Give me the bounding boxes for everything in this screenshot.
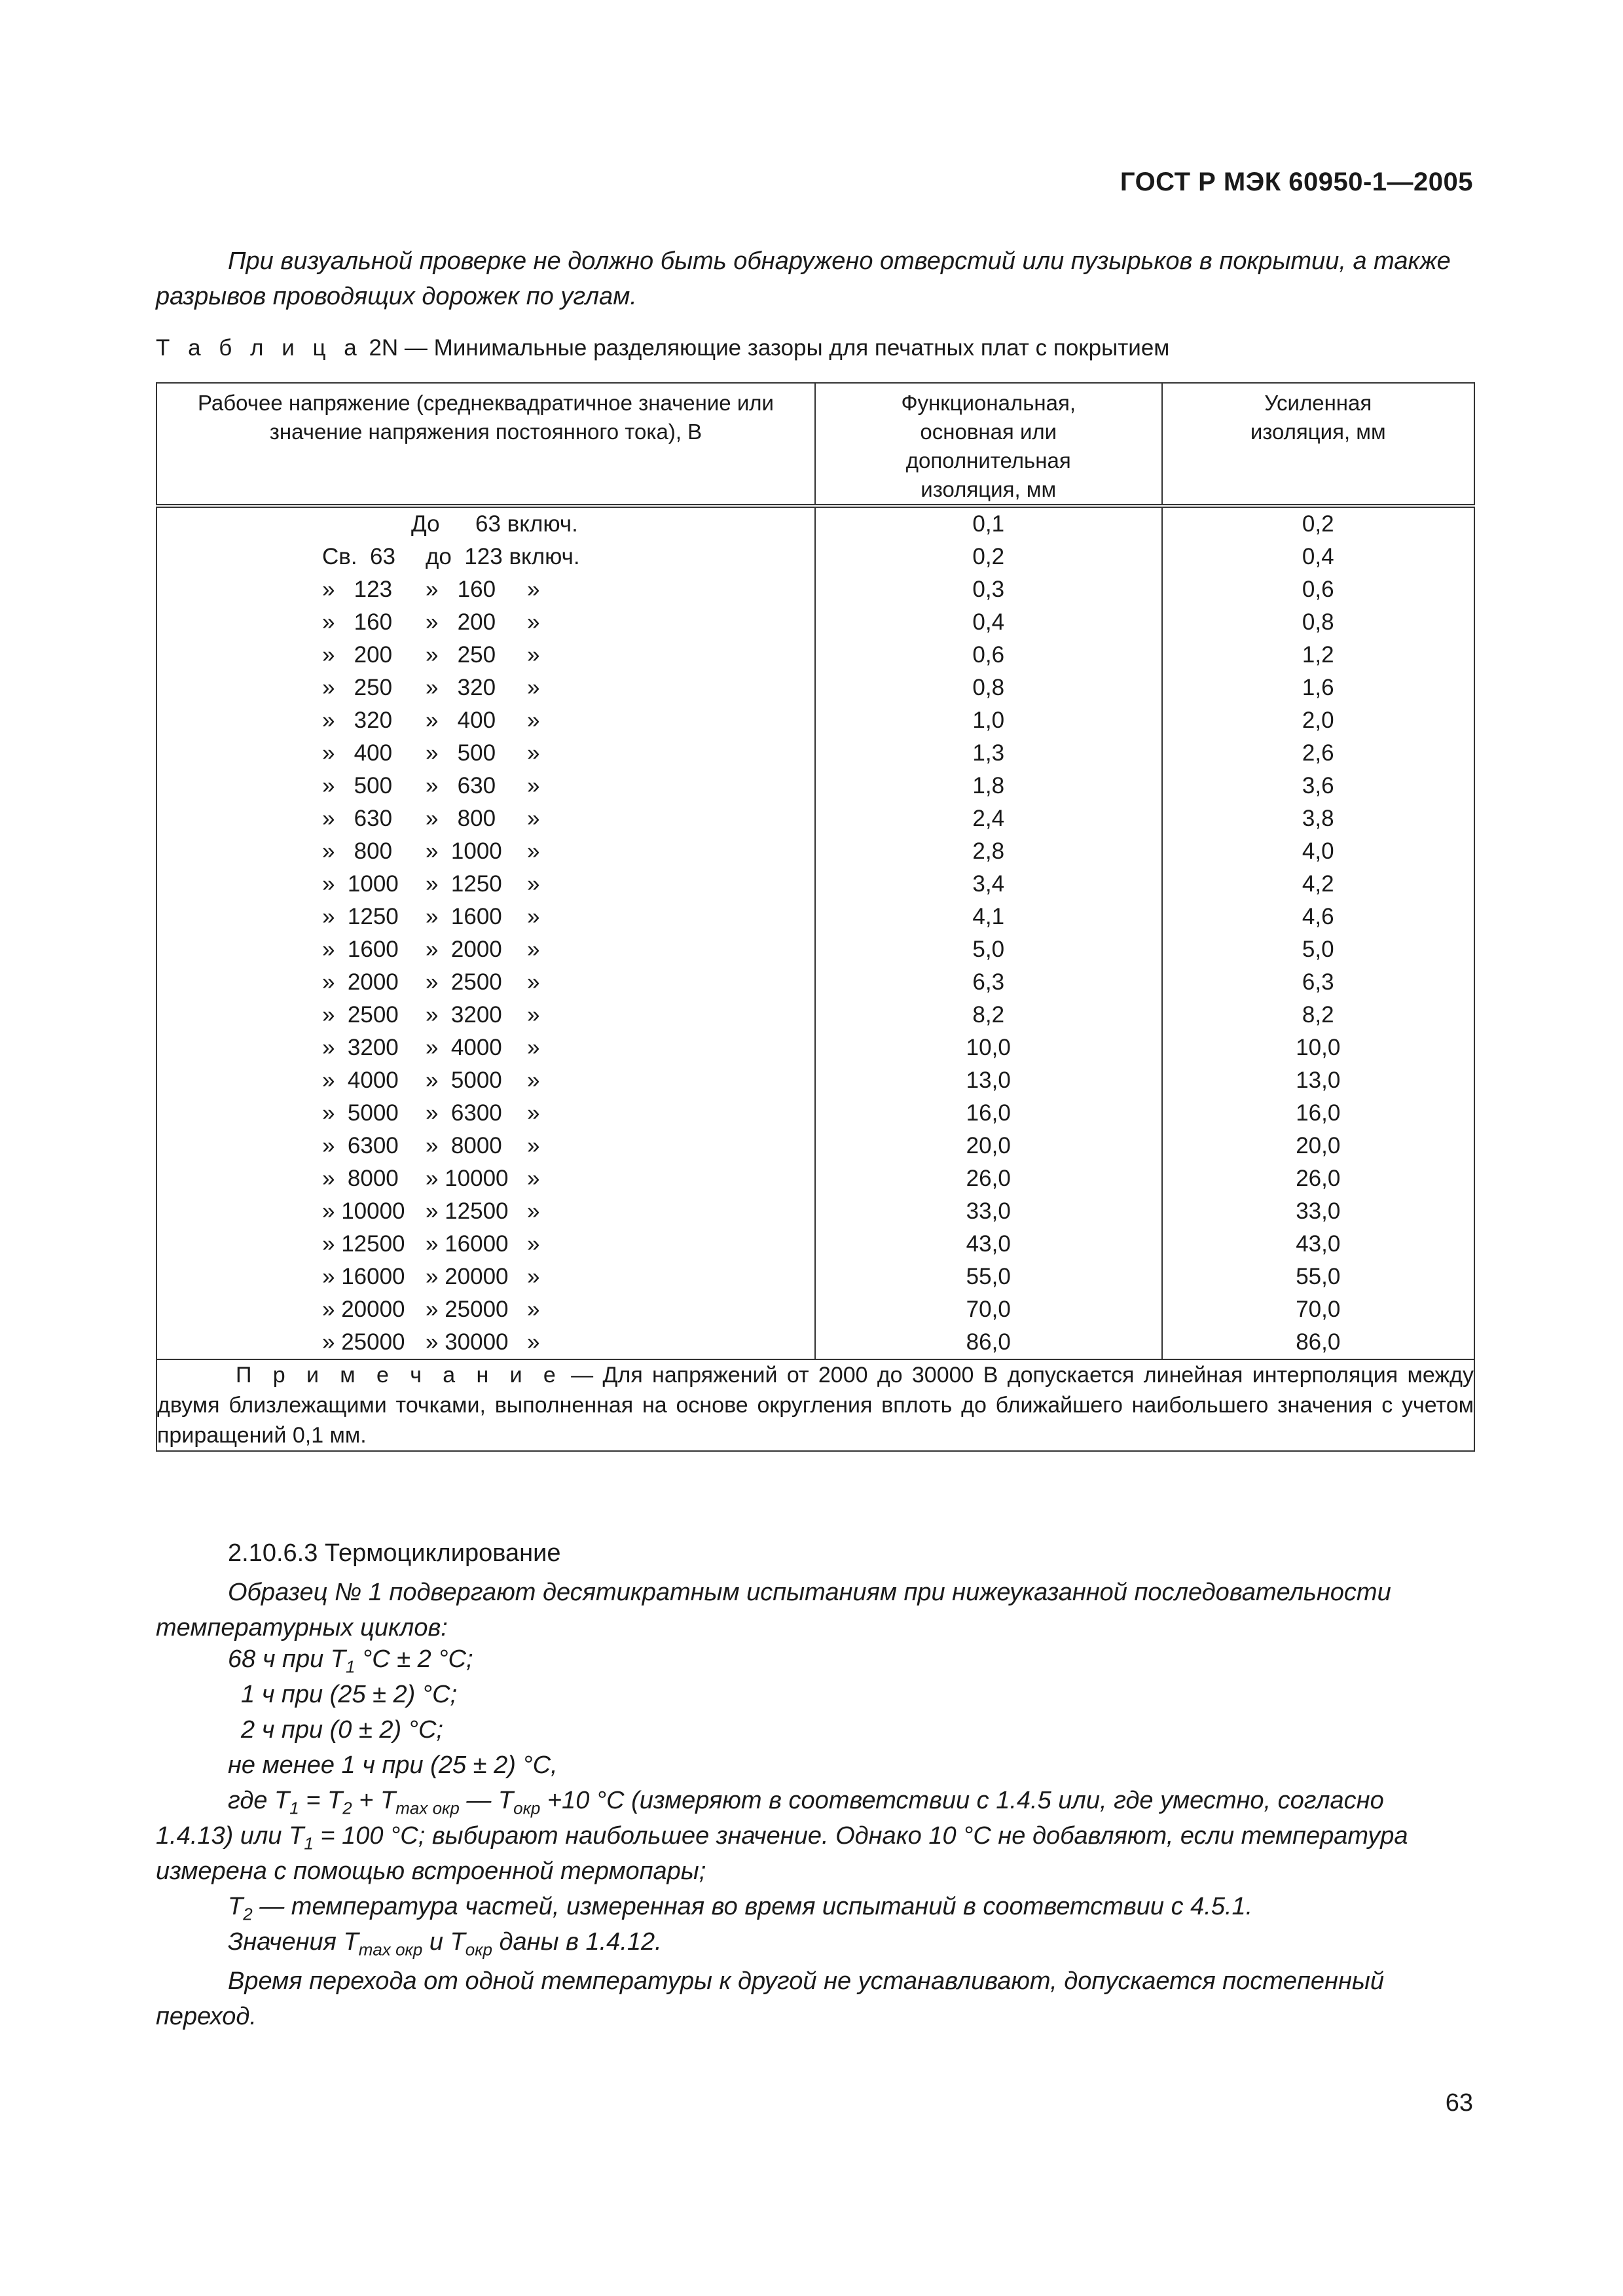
voltage-range [157,639,814,672]
reinforced-clearance-value: 26,0 [1296,1166,1341,1191]
intro-paragraph: При визуальной проверке не должно быть обнаружено отверстий или пузырьков в покрытии, а также разрывов проводящих дорожек по углам. [156,247,1451,310]
voltage-part-c: » [527,1166,540,1191]
reinforced-clearance-value: 70,0 [1296,1297,1341,1322]
t2b: 2 [243,1904,253,1924]
transition-paragraph: Время перехода от одной температуры к другой не устанавливают, допускается постепенный переход. [156,1967,1384,2030]
voltage-part-c: » [527,969,540,995]
f1d: 2 [342,1798,352,1818]
voltage-part-b: » 6300 [426,1100,502,1126]
basic-clearance-value: 0,6 [972,642,1005,668]
voltage-range [157,1195,814,1228]
reinforced-clearance-value: 0,4 [1302,544,1334,569]
voltage-range [157,802,814,835]
reinforced-clearance-value: 0,6 [1302,577,1334,602]
reinforced-clearance-value: 13,0 [1296,1067,1341,1093]
voltage-part-b: » 20000 [426,1264,509,1289]
f1i: +10 °С (измеряют в соответствии с 1.4.5 или, где уместно, согласно [540,1787,1384,1814]
f1e: + T [352,1787,396,1814]
table-caption-text: 2N — Минимальные разделяющие зазоры для печатных плат с покрытием [369,335,1170,361]
voltage-part-a: » 500 [322,773,393,798]
basic-clearance-value: 20,0 [966,1133,1011,1158]
voltage-part-a: » 200 [322,642,393,668]
reinforced-clearance-value: 6,3 [1302,969,1334,995]
t2a: T [228,1893,244,1920]
voltage-part-a: До [411,511,440,537]
voltage-part-c: » [527,1035,540,1060]
reinforced-clearance-value: 86,0 [1296,1329,1341,1355]
note-label: П р и м е ч а н и е [236,1363,562,1388]
voltage-part-a: » 2500 [322,1002,399,1028]
voltage-part-c: » [527,740,540,766]
basic-clearance-value: 26,0 [966,1166,1011,1191]
reinforced-clearance-value: 0,8 [1302,609,1334,635]
document-header: ГОСТ Р МЭК 60950-1—2005 [1120,168,1473,196]
voltage-range [157,868,814,901]
voltage-part-b: » 25000 [426,1297,509,1322]
f1b: 1 [289,1798,299,1818]
voltage-part-c: » [527,838,540,864]
cycle-1-rest: °С ± 2 °С; [355,1645,473,1673]
reinforced-clearance-value: 2,0 [1302,708,1334,733]
cycle-3: 2 ч при (0 ± 2) °С; [241,1716,443,1744]
voltage-part-b: » 4000 [426,1035,502,1060]
cycle-1-sub: 1 [346,1657,356,1677]
voltage-part-c: » [527,1100,540,1126]
voltage-part-a: » 800 [322,838,393,864]
voltage-part-a: » 1000 [322,871,399,897]
voltage-range [157,1326,814,1359]
formula-line-3: измерена с помощью встроенной термопары; [156,1857,706,1885]
reinforced-clearance-value: 16,0 [1296,1100,1341,1126]
note-text: — Для напряжений от 2000 до 30000 В допускается линейная интерполяция между двумя близлежащими точками, выполненная на основе округления вплоть до ближайшего наибольшего значения с учетом приращений 0,1 мм. [157,1363,1474,1448]
reinforced-clearance-value: 4,6 [1302,904,1334,929]
voltage-part-c: » [527,806,540,831]
vd: окр [465,1939,492,1960]
reinforced-clearance-value: 3,8 [1302,806,1334,831]
t2-definition [228,1893,1252,1925]
voltage-range [157,541,814,573]
f2c: = 100 °С; выбирают наибольшее значение. Однако 10 °С не добавляют, если температура [313,1822,1408,1850]
basic-clearance-value: 0,2 [972,544,1005,569]
vc: и T [422,1928,465,1956]
voltage-part-a: » 8000 [322,1166,399,1191]
basic-clearance-value: 0,1 [972,511,1005,537]
basic-clearance-value: 10,0 [966,1035,1011,1060]
basic-clearance-value: 2,8 [972,838,1005,864]
voltage-part-a: » 4000 [322,1067,399,1093]
formula-line-1 [228,1787,1384,1819]
voltage-part-c: » [527,1198,540,1224]
formula-line-2 [156,1822,1408,1854]
ve: даны в 1.4.12. [492,1928,662,1956]
voltage-range [157,933,814,966]
voltage-range [157,737,814,770]
voltage-range [157,573,814,606]
voltage-part-c: » [527,642,540,668]
voltage-range [157,1097,814,1130]
voltage-range [157,999,814,1031]
voltage-part-a: » 2000 [322,969,399,995]
table-caption [156,335,1169,361]
basic-clearance-value: 13,0 [966,1067,1011,1093]
voltage-part-b: » 8000 [426,1133,502,1158]
reinforced-clearance-value: 33,0 [1296,1198,1341,1224]
voltage-part-b: » 3200 [426,1002,502,1028]
voltage-part-b: » 2500 [426,969,502,995]
basic-clearance-value: 1,8 [972,773,1005,798]
reinforced-clearance-value: 4,2 [1302,871,1334,897]
clearance-table [156,382,1475,1452]
va: Значения T [228,1928,359,1956]
f1g: — T [459,1787,514,1814]
voltage-part-a: » 123 [322,577,393,602]
cycle-4: не менее 1 ч при (25 ± 2) °С, [228,1751,558,1779]
reinforced-clearance-value: 10,0 [1296,1035,1341,1060]
voltage-part-a: » 320 [322,708,393,733]
basic-column [815,506,1162,1359]
voltage-part-b: 63 включ. [475,511,578,537]
basic-clearance-value: 55,0 [966,1264,1011,1289]
reinforced-clearance-value: 5,0 [1302,937,1334,962]
voltage-part-b: » 10000 [426,1166,509,1191]
voltage-part-c: » [527,1133,540,1158]
table-caption-label: Т а б л и ц а [156,335,363,361]
basic-clearance-value: 1,0 [972,708,1005,733]
f1h: окр [513,1798,541,1818]
basic-clearance-value: 1,3 [972,740,1005,766]
f2a: 1.4.13) или T [156,1822,304,1850]
voltage-part-c: » [527,1002,540,1028]
voltage-part-b: » 200 [426,609,496,635]
basic-clearance-value: 5,0 [972,937,1005,962]
reinforced-clearance-value: 3,6 [1302,773,1334,798]
cycle-1-text: 68 ч при T [228,1645,346,1673]
basic-clearance-value: 86,0 [966,1329,1011,1355]
voltage-range [157,1130,814,1162]
section-heading: 2.10.6.3 Термоциклирование [228,1539,561,1567]
reinforced-clearance-value: 1,6 [1302,675,1334,700]
cycle-2: 1 ч при (25 ± 2) °С; [241,1681,458,1708]
reinforced-clearance-value: 4,0 [1302,838,1334,864]
voltage-part-b: до 123 включ. [426,544,580,569]
voltage-range [157,1293,814,1326]
voltage-part-a: » 1250 [322,904,399,929]
basic-clearance-value: 0,3 [972,577,1005,602]
voltage-range [157,1162,814,1195]
voltage-part-a: » 400 [322,740,393,766]
cycle-1 [228,1645,473,1677]
voltage-part-c: » [527,1067,540,1093]
voltage-part-b: » 5000 [426,1067,502,1093]
voltage-part-a: » 20000 [322,1297,405,1322]
voltage-part-c: » [527,904,540,929]
reinforced-clearance-value: 20,0 [1296,1133,1341,1158]
voltage-part-c: » [527,773,540,798]
voltage-part-a: » 10000 [322,1198,405,1224]
reinforced-clearance-value: 55,0 [1296,1264,1341,1289]
voltage-part-b: » 400 [426,708,496,733]
voltage-range [157,966,814,999]
voltage-part-c: » [527,1264,540,1289]
voltage-part-c: » [527,937,540,962]
basic-clearance-value: 2,4 [972,806,1005,831]
voltage-part-a: » 3200 [322,1035,399,1060]
voltage-range [157,770,814,802]
voltage-part-c: » [527,577,540,602]
basic-clearance-value: 33,0 [966,1198,1011,1224]
voltage-part-b: » 320 [426,675,496,700]
basic-clearance-value: 8,2 [972,1002,1005,1028]
basic-clearance-value: 3,4 [972,871,1005,897]
reinforced-clearance-value: 2,6 [1302,740,1334,766]
voltage-part-a: » 6300 [322,1133,399,1158]
voltage-part-c: » [527,609,540,635]
voltage-range [157,606,814,639]
voltage-range [157,704,814,737]
voltage-part-a: » 5000 [322,1100,399,1126]
header-reinforced-insulation: Усиленная изоляция, мм [1162,383,1475,506]
voltage-part-a: » 160 [322,609,393,635]
voltage-column [156,506,815,1359]
voltage-part-b: » 800 [426,806,496,831]
basic-clearance-value: 0,8 [972,675,1005,700]
voltage-part-a: Св. 63 [322,544,395,569]
voltage-part-a: » 25000 [322,1329,405,1355]
voltage-part-b: » 1000 [426,838,502,864]
voltage-range [157,1228,814,1261]
basic-clearance-value: 6,3 [972,969,1005,995]
voltage-part-b: » 1250 [426,871,502,897]
f1f: max окр [395,1798,460,1818]
voltage-part-a: » 250 [322,675,393,700]
page-number: 63 [1445,2089,1473,2117]
voltage-part-c: » [527,675,540,700]
table-note [156,1359,1474,1451]
f2b: 1 [304,1833,314,1854]
voltage-part-b: » 630 [426,773,496,798]
voltage-part-a: » 630 [322,806,393,831]
t2c: — температура частей, измеренная во время испытаний в соответствии с 4.5.1. [252,1893,1253,1920]
voltage-part-c: » [527,1231,540,1257]
voltage-part-b: » 12500 [426,1198,509,1224]
voltage-part-c: » [527,708,540,733]
voltage-part-c: » [527,1329,540,1355]
voltage-part-a: » 16000 [322,1264,405,1289]
voltage-part-c: » [527,871,540,897]
voltage-part-b: » 16000 [426,1231,509,1257]
voltage-range [157,672,814,704]
voltage-part-c: » [527,1297,540,1322]
basic-clearance-value: 16,0 [966,1100,1011,1126]
section-paragraph: Образец № 1 подвергают десятикратным испытаниям при нижеуказанной последовательности температурных циклов: [156,1579,1391,1641]
vb: max окр [358,1939,423,1960]
voltage-part-b: » 250 [426,642,496,668]
voltage-part-a: » 1600 [322,937,399,962]
reinforced-clearance-value: 0,2 [1302,511,1334,537]
f1a: где T [228,1787,290,1814]
reinforced-clearance-value: 43,0 [1296,1231,1341,1257]
reinforced-column [1162,506,1475,1359]
reinforced-clearance-value: 1,2 [1302,642,1334,668]
values-reference [228,1928,662,1960]
header-voltage: Рабочее напряжение (среднеквадратичное значение или значение напряжения постоянного тока), В [156,383,815,506]
voltage-range [157,1261,814,1293]
basic-clearance-value: 70,0 [966,1297,1011,1322]
basic-clearance-value: 4,1 [972,904,1005,929]
voltage-part-b: » 30000 [426,1329,509,1355]
voltage-part-b: » 160 [426,577,496,602]
basic-clearance-value: 43,0 [966,1231,1011,1257]
basic-clearance-value: 0,4 [972,609,1005,635]
header-basic-insulation: Функциональная, основная или дополнительная изоляция, мм [815,383,1162,506]
voltage-part-b: » 500 [426,740,496,766]
f1c: = T [299,1787,343,1814]
voltage-part-b: » 2000 [426,937,502,962]
voltage-range [157,1031,814,1064]
voltage-part-b: » 1600 [426,904,502,929]
voltage-range [157,901,814,933]
voltage-range [157,835,814,868]
reinforced-clearance-value: 8,2 [1302,1002,1334,1028]
voltage-part-a: » 12500 [322,1231,405,1257]
voltage-range [157,1064,814,1097]
voltage-range [157,508,814,541]
